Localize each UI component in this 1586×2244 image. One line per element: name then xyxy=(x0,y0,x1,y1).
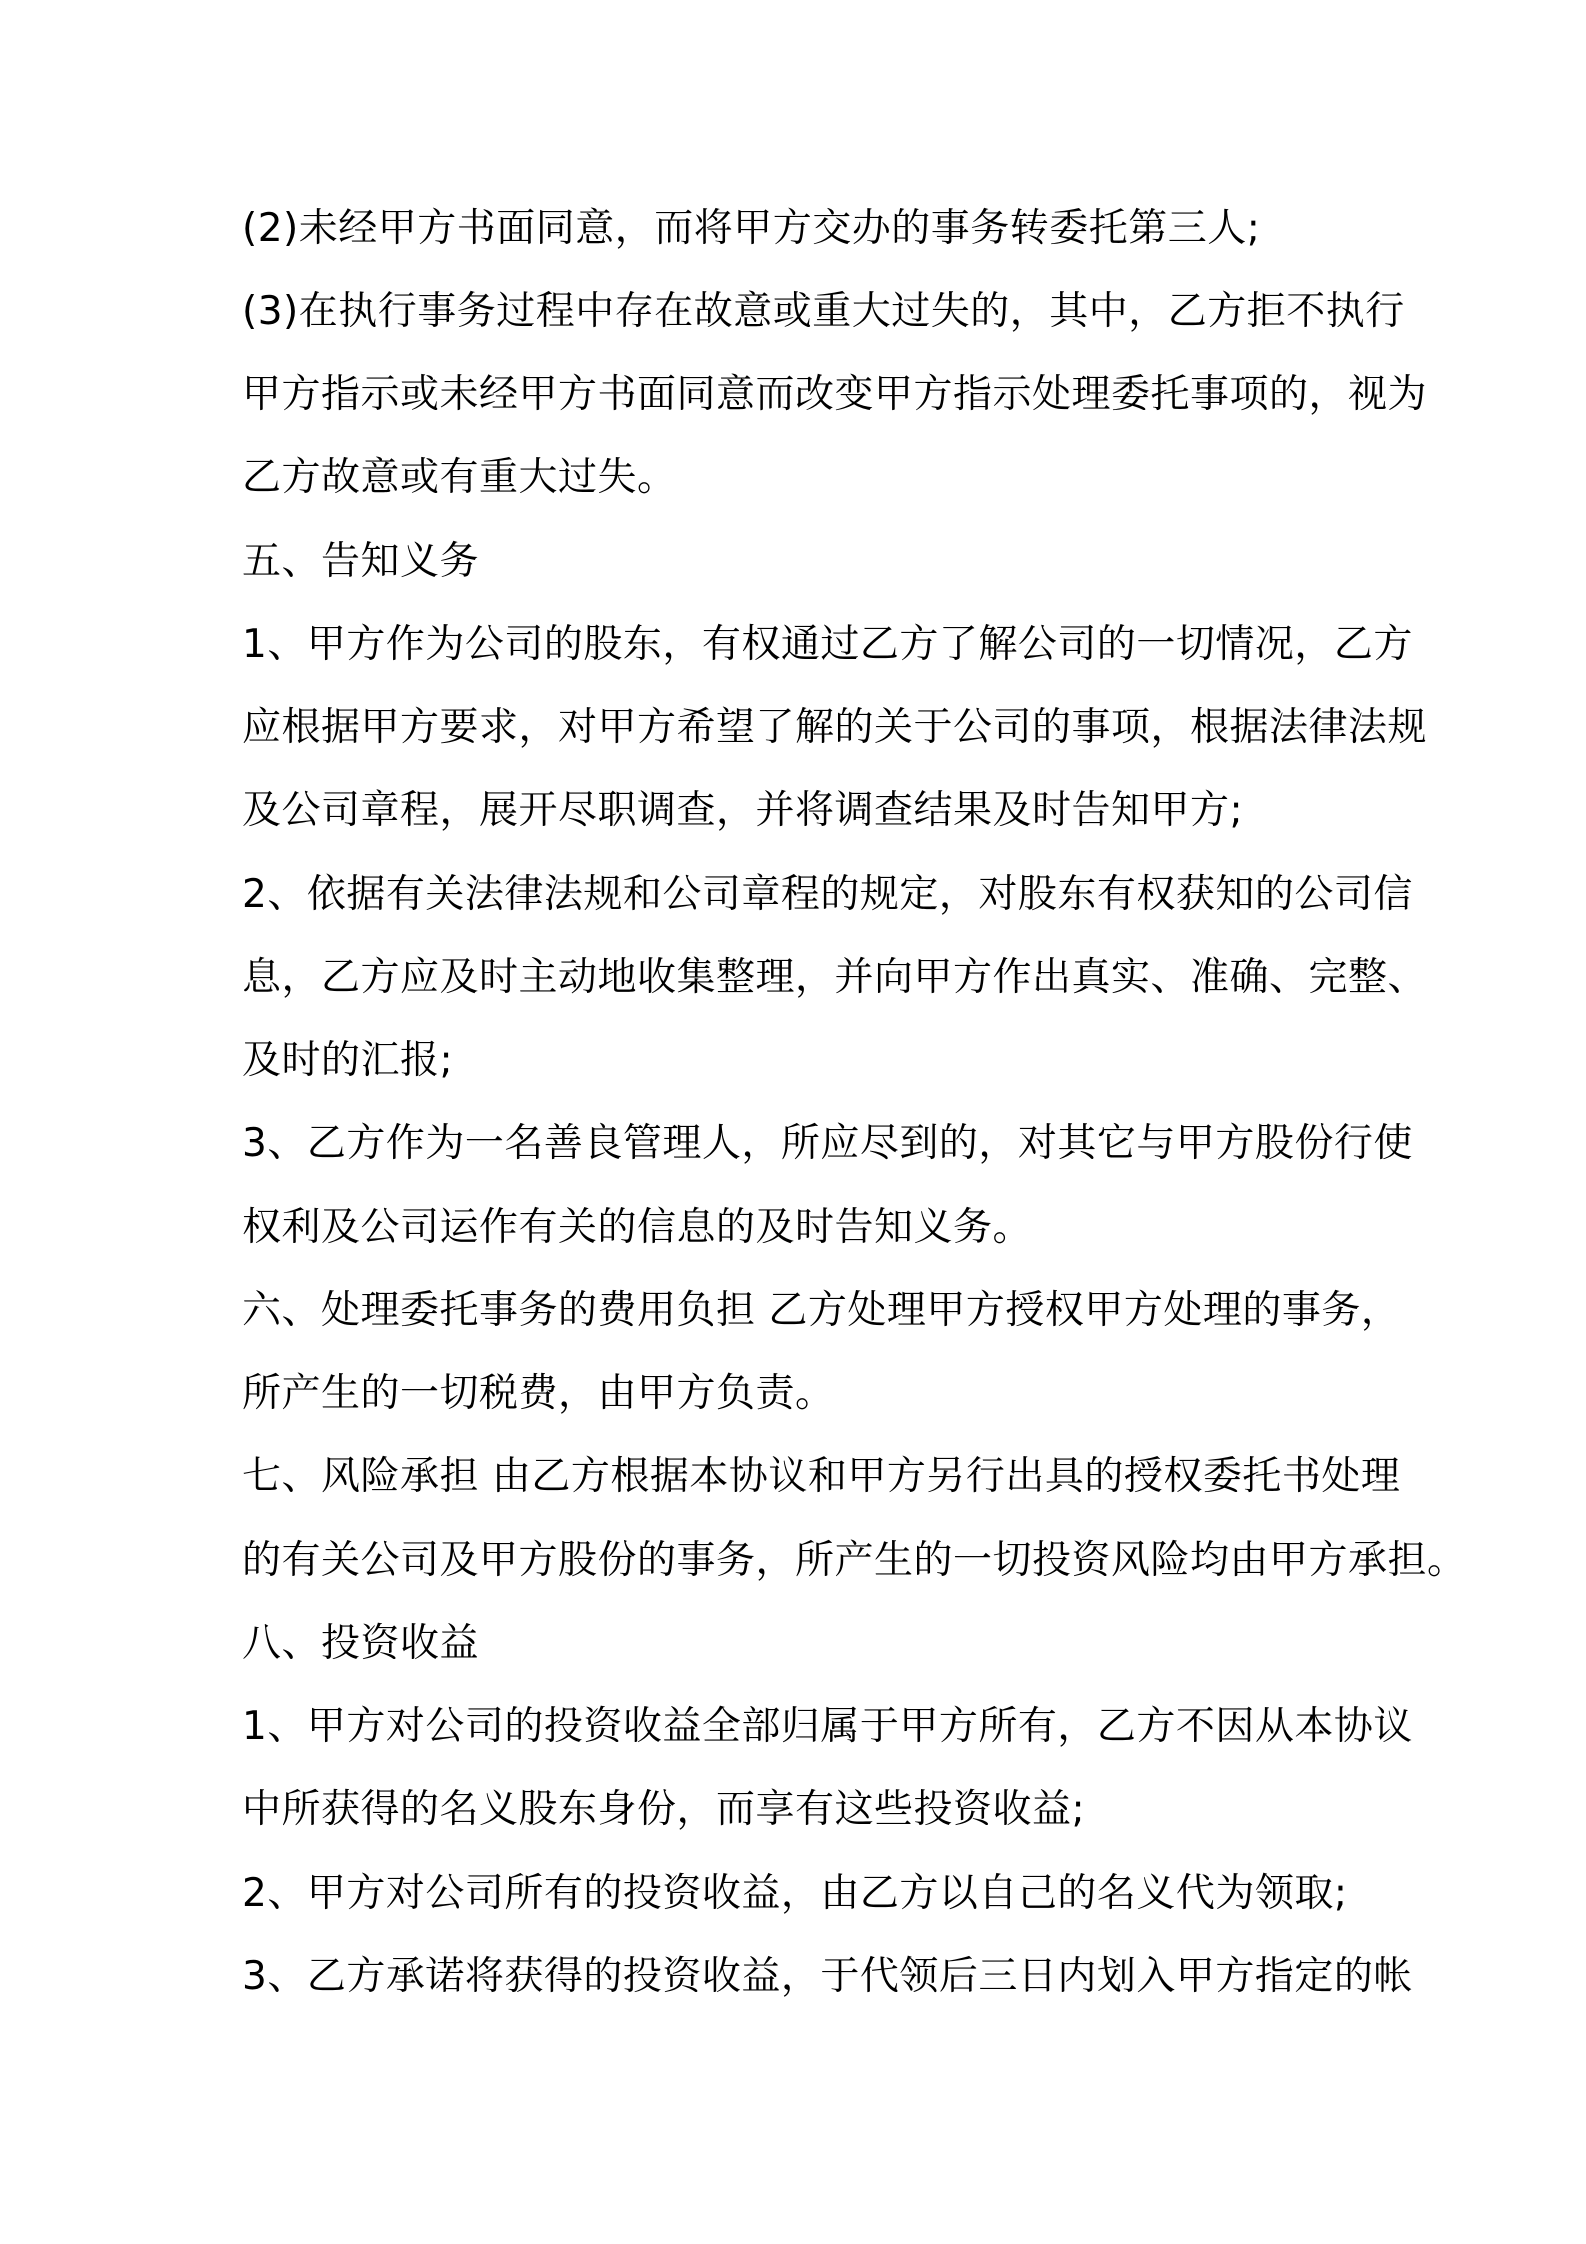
section-heading: 五、告知义务 xyxy=(242,539,480,584)
text-line: 所产生的一切税费，由甲方负责。 xyxy=(242,1371,835,1416)
text-line: 2、依据有关法律法规和公司章程的规定，对股东有权获知的公司信 xyxy=(242,872,1413,917)
text-line: 权利及公司运作有关的信息的及时告知义务。 xyxy=(242,1205,1033,1250)
text-line: 中所获得的名义股东身份，而享有这些投资收益; xyxy=(242,1787,1086,1832)
text-line: 1、甲方作为公司的股东，有权通过乙方了解公司的一切情况，乙方 xyxy=(242,622,1413,667)
text-line: 乙方故意或有重大过失。 xyxy=(242,455,677,500)
section-heading: 六、处理委托事务的费用负担 乙方处理甲方授权甲方处理的事务， xyxy=(242,1288,1401,1333)
text-line: 及时的汇报; xyxy=(242,1038,454,1083)
text-line: 应根据甲方要求，对甲方希望了解的关于公司的事项，根据法律法规 xyxy=(242,705,1428,750)
text-line: (3)在执行事务过程中存在故意或重大过失的，其中，乙方拒不执行 xyxy=(242,289,1405,334)
text-line: 息，乙方应及时主动地收集整理，并向甲方作出真实、准确、完整、 xyxy=(242,955,1428,1000)
text-line: 3、乙方作为一名善良管理人，所应尽到的，对其它与甲方股份行使 xyxy=(242,1121,1413,1166)
section-heading: 八、投资收益 xyxy=(242,1621,480,1666)
text-line: 2、甲方对公司所有的投资收益，由乙方以自己的名义代为领取; xyxy=(242,1871,1348,1916)
text-line: 3、乙方承诺将获得的投资收益，于代领后三日内划入甲方指定的帐 xyxy=(242,1954,1413,1999)
text-line: 及公司章程，展开尽职调查，并将调查结果及时告知甲方; xyxy=(242,788,1244,833)
text-line: 1、甲方对公司的投资收益全部归属于甲方所有，乙方不因从本协议 xyxy=(242,1704,1413,1749)
text-line: 的有关公司及甲方股份的事务，所产生的一切投资风险均由甲方承担。 xyxy=(242,1538,1467,1583)
section-heading: 七、风险承担 由乙方根据本协议和甲方另行出具的授权委托书处理 xyxy=(242,1454,1401,1499)
text-line: (2)未经甲方书面同意，而将甲方交办的事务转委托第三人; xyxy=(242,206,1261,251)
text-line: 甲方指示或未经甲方书面同意而改变甲方指示处理委托事项的，视为 xyxy=(242,372,1428,417)
